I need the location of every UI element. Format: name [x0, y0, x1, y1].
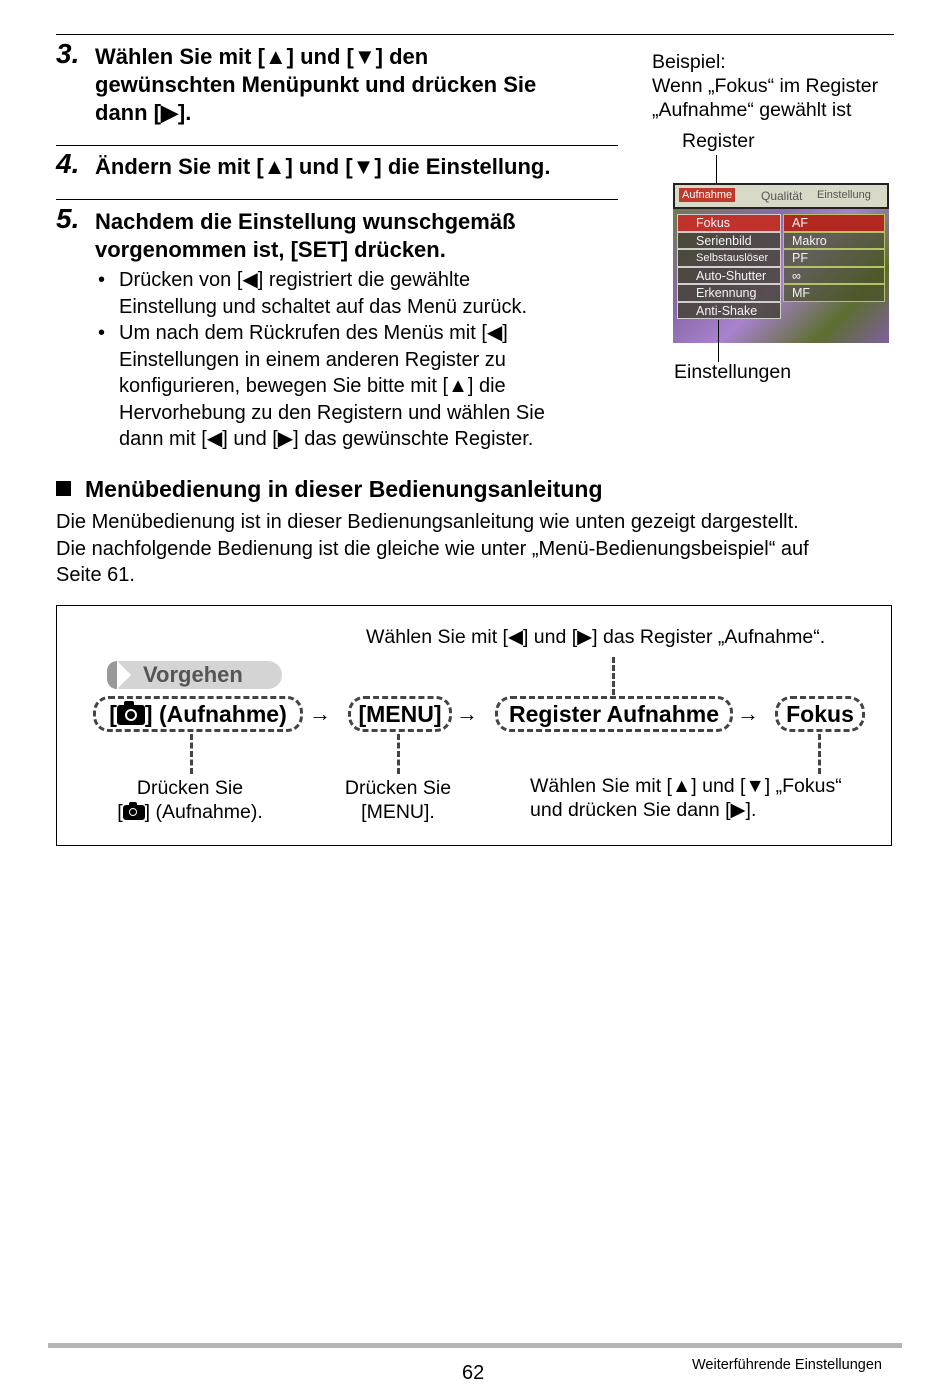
camera-screen	[673, 183, 889, 343]
screen-menu-item: Serienbild	[677, 232, 781, 250]
vorgehen-badge: Vorgehen	[107, 661, 282, 689]
step-camera-pill: [ ] (Aufnahme)	[93, 696, 303, 732]
screen-option: ∞	[783, 267, 885, 285]
square-bullet-icon	[56, 481, 71, 496]
camera-icon	[117, 705, 145, 725]
step-4-text: Ändern Sie mit [▲] und [▼] die Einstellung.	[95, 154, 551, 179]
screen-option: MF	[783, 284, 885, 302]
step-4-number: 4.	[56, 148, 80, 179]
step-5-text: Nachdem die Einstellung wunschgemäß vorgenommen ist, [SET] drücken.	[95, 209, 516, 262]
label-register: Register	[682, 130, 755, 152]
badge-arrow-icon	[117, 661, 131, 689]
screen-tab-einstellung: Einstellung	[817, 189, 871, 201]
list-item: • Drücken von [◀] registriert die gewählte Einstellung und schaltet auf das Menü zurück.	[98, 269, 528, 318]
screen-option: Makro	[783, 232, 885, 250]
screen-option: PF	[783, 249, 885, 267]
screen-tab-aufnahme: Aufnahme	[679, 188, 735, 202]
label-settings: Einstellungen	[674, 361, 792, 383]
register-leader-line	[716, 155, 717, 185]
step-menu-pill: [MENU]	[348, 696, 452, 732]
arrow-icon: →	[309, 701, 331, 726]
screen-tab-bar	[673, 183, 889, 209]
example-caption: Beispiel: Wenn „Fokus“ im Register „Aufnahme“ gewählt ist	[652, 51, 879, 121]
settings-leader-line	[718, 320, 719, 362]
camera-icon	[123, 805, 145, 820]
procedure-top-note: Wählen Sie mit [◀] und [▶] das Register „Aufnahme“.	[366, 626, 826, 648]
screen-menu-item: Selbstauslöser	[677, 249, 781, 267]
screen-menu-item: Erkennung	[677, 284, 781, 302]
connector-line	[190, 734, 193, 774]
screen-option: AF	[783, 214, 885, 232]
section-paragraph: Die Menübedienung ist in dieser Bedienungsanleitung wie unten gezeigt dargestellt. Die nachfolgende Bedienung ist die gleiche wie unter „Menü-Bedienungsbeispiel“ auf Seite 61.	[56, 511, 809, 586]
screen-menu-item: Auto-Shutter	[677, 267, 781, 285]
caption-menu: Drücken Sie [MENU].	[344, 777, 452, 823]
list-item: • Um nach dem Rückrufen des Menüs mit [◀] Einstellungen in einem anderen Register zu konfigurieren, bewegen Sie bitte mit [▲] die Hervorhebung zu den Registern und wählen Sie dann mit [◀] und [▶] das gewünschte Register.	[98, 322, 545, 450]
top-rule	[56, 34, 894, 35]
step-fokus-pill: Fokus	[775, 696, 865, 732]
arrow-icon: →	[456, 701, 478, 726]
step-3-number: 3.	[56, 38, 80, 69]
footer-title: Weiterführende Einstellungen	[692, 1357, 882, 1373]
connector-line	[612, 657, 615, 695]
connector-line	[397, 734, 400, 774]
step-divider	[56, 145, 618, 146]
screen-menu	[677, 214, 781, 319]
screen-menu-item: Anti-Shake	[677, 302, 781, 320]
screen-options	[783, 214, 885, 302]
step-3-text: Wählen Sie mit [▲] und [▼] den gewünschten Menüpunkt und drücken Sie dann [▶].	[95, 44, 537, 125]
step-5-number: 5.	[56, 203, 80, 234]
step-register-pill: Register Aufnahme	[495, 696, 733, 732]
page-number: 62	[462, 1362, 485, 1384]
arrow-icon: →	[737, 701, 759, 726]
screen-tab-qualitaet: Qualität	[761, 189, 803, 203]
caption-fokus: Wählen Sie mit [▲] und [▼] „Fokus“ und drücken Sie dann [▶].	[530, 775, 842, 821]
screen-menu-item: Fokus	[677, 214, 781, 232]
connector-line	[818, 734, 821, 774]
caption-camera: Drücken Sie [ ] (Aufnahme).	[117, 777, 263, 823]
step-divider	[56, 199, 618, 200]
step-5-bullets	[98, 267, 618, 453]
footer-bar	[48, 1343, 902, 1348]
section-heading: Menübedienung in dieser Bedienungsanleitung	[56, 474, 603, 504]
